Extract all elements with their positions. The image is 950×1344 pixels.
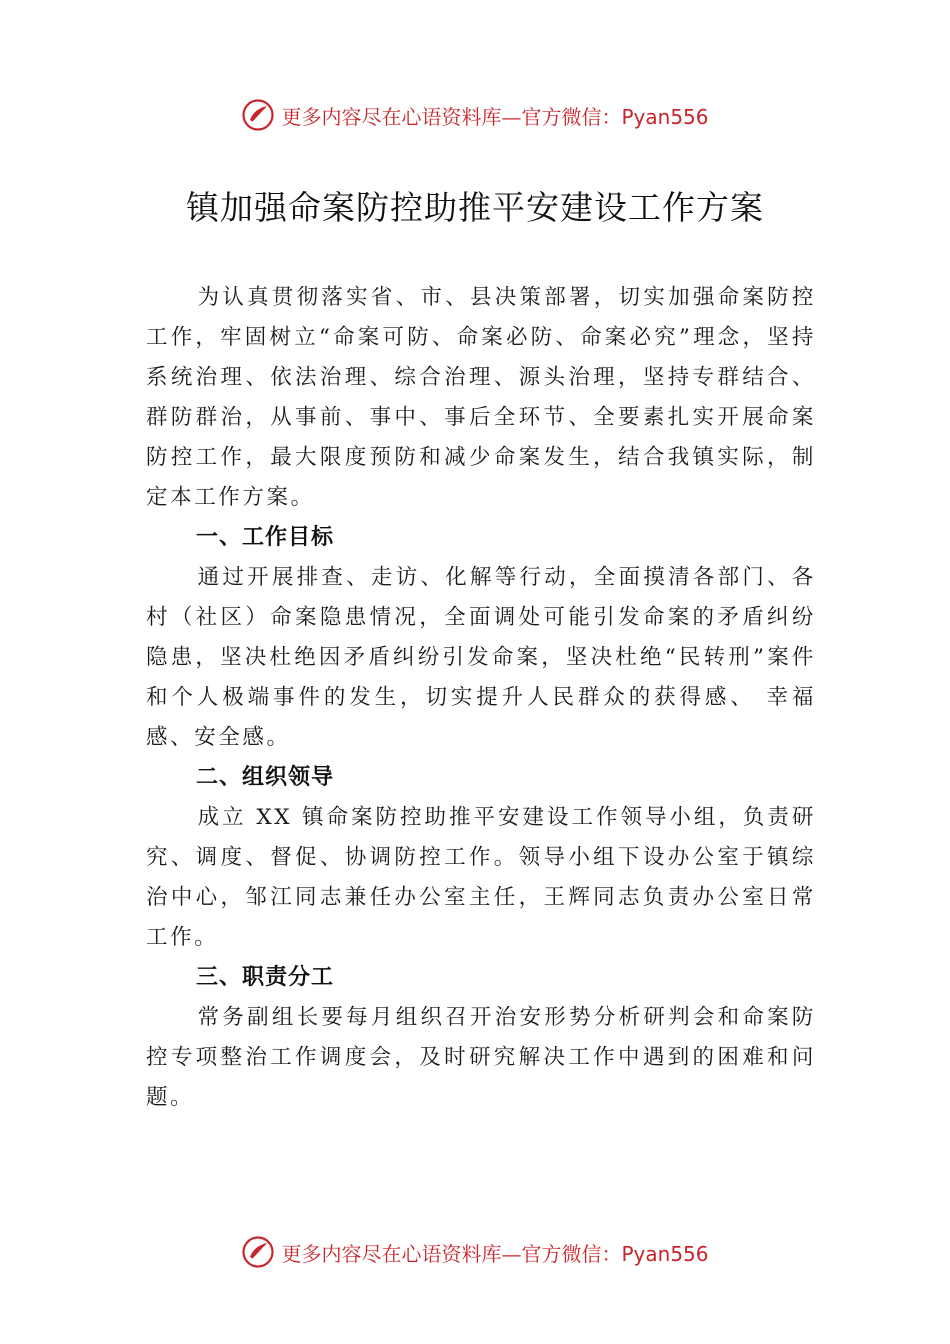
section-heading-responsibilities: 三、职责分工 [196,965,335,990]
banner-text: 更多内容尽在心语资料库—官方微信：Pyan556 [281,104,709,129]
document-body [146,278,816,1118]
brand-logo-icon [241,1235,275,1269]
section-heading-goals: 一、工作目标 [196,525,335,550]
footer-banner [0,1232,950,1272]
section-body-responsibilities: 常务副组长要每月组织召开治安形势分析研判会和命案防控专项整治工作调度会，及时研究解决工作中遇到的困难和问题。 [146,1005,816,1110]
wechat-id: Pyan556 [621,1241,709,1266]
wechat-id: Pyan556 [621,104,709,129]
brand-logo-icon [241,98,275,132]
intro-paragraph: 为认真贯彻落实省、市、县决策部署，切实加强命案防控工作，牢固树立“命案可防、命案必防、命案必究”理念，坚持系统治理、依法治理、综合治理、源头治理，坚持专群结合、群防群治，从事前、事中、事后全环节、全要素扎实开展命案防控工作，最大限度预防和减少命案发生，结合我镇实际，制定本工作方案。 [146,285,816,510]
section-body-leadership: 成立 XX 镇命案防控助推平安建设工作领导小组，负责研究、调度、督促、协调防控工作。领导小组下设办公室于镇综治中心，邹江同志兼任办公室主任，王辉同志负责办公室日常工作。 [146,805,816,950]
section-body-goals: 通过开展排查、走访、化解等行动，全面摸清各部门、各村（社区）命案隐患情况，全面调处可能引发命案的矛盾纠纷隐患，坚决杜绝因矛盾纠纷引发命案，坚决杜绝“民转刑”案件和个人极端事件的发生，切实提升人民群众的获得感、 幸福感、安全感。 [146,565,816,750]
document-title: 镇加强命案防控助推平安建设工作方案 [186,188,764,227]
banner-text: 更多内容尽在心语资料库—官方微信：Pyan556 [281,1241,709,1266]
section-heading-leadership: 二、组织领导 [196,765,335,790]
header-banner [0,95,950,135]
